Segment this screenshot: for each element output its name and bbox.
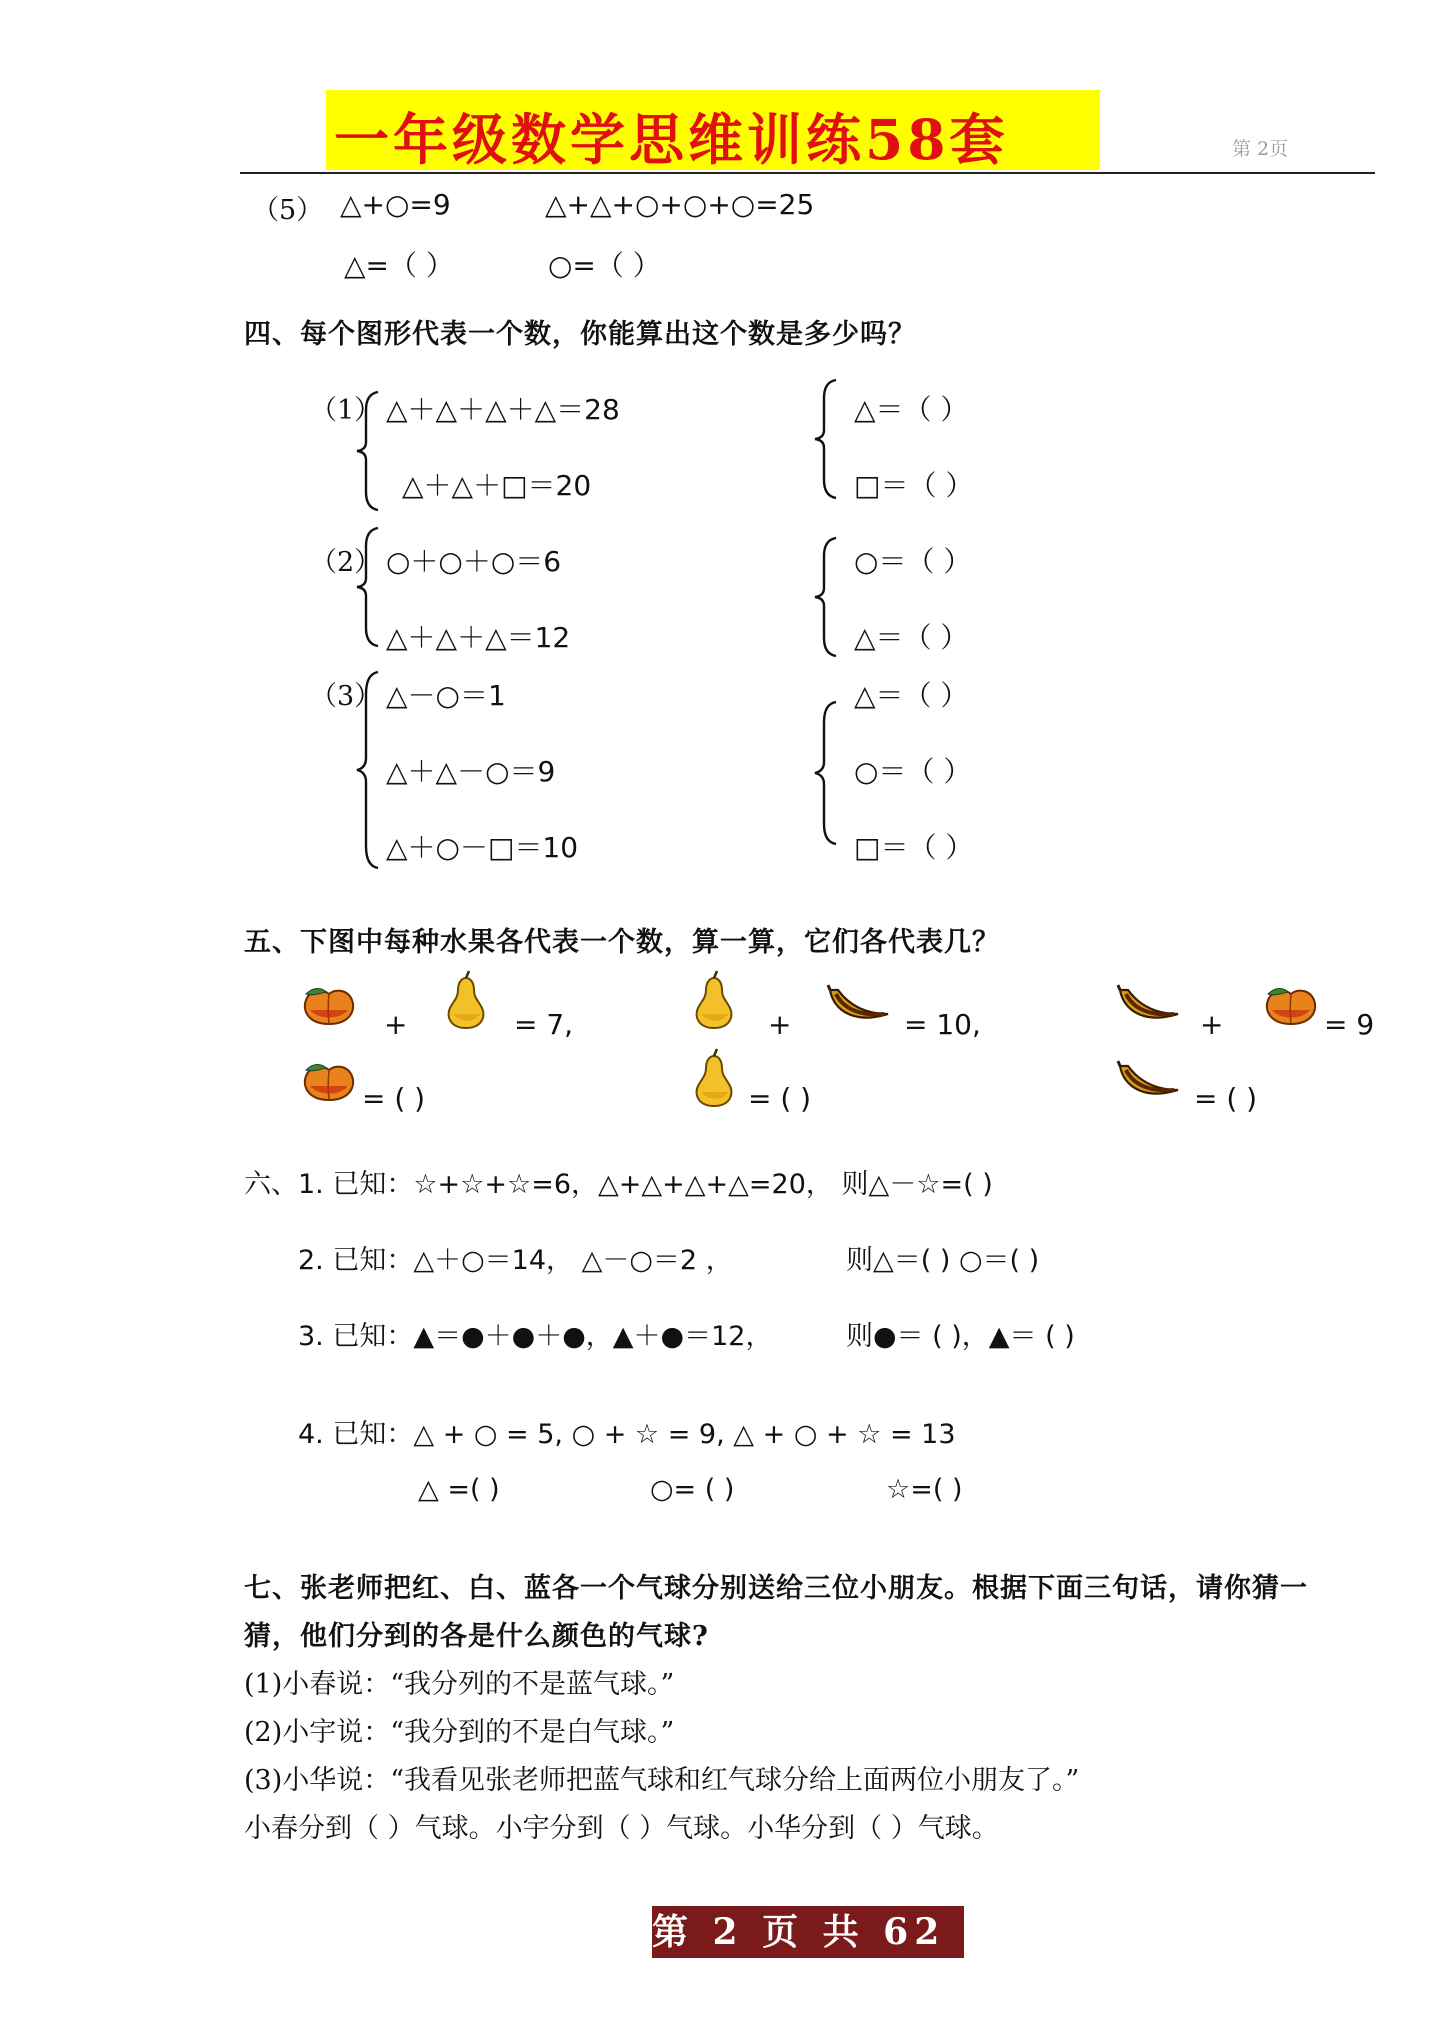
left-brace — [810, 378, 840, 500]
item-number: （2） — [310, 547, 382, 578]
equation-result: = 10, — [904, 1008, 981, 1041]
question-1: 六、1. 已知：☆+☆+☆=6，△+△+△+△=20， 则△－☆=( ) — [244, 1169, 993, 1200]
item-number: （1） — [310, 395, 382, 426]
left-brace — [810, 536, 840, 658]
page-label: 第 2页 — [1232, 138, 1289, 160]
peach-icon — [300, 980, 358, 1028]
section-heading: 五、下图中每种水果各代表一个数，算一算，它们各代表几？ — [244, 927, 1000, 958]
pear-icon — [444, 970, 488, 1030]
left-brace — [352, 526, 382, 648]
item-number: （3） — [310, 681, 382, 712]
peach-icon — [300, 1056, 358, 1104]
equation: △＋△＋△＝12 — [386, 621, 571, 654]
question-4-given: 4. 已知：△ + ○ = 5, ○ + ☆ = 9, △ + ○ + ☆ = 13 — [298, 1419, 956, 1450]
equation: △＋△＋□＝20 — [402, 469, 592, 502]
answer-blank: ☆=( ) — [886, 1474, 963, 1505]
answer-blank: □＝（ ） — [854, 469, 974, 502]
clue-2: (2)小宇说：“我分到的不是白气球。” — [244, 1717, 675, 1748]
answer-blank: △ =( ) — [418, 1474, 500, 1505]
equation-result: = 7, — [514, 1008, 574, 1041]
equation: △－○＝1 — [386, 679, 506, 712]
clue-3: (3)小华说：“我看见张老师把蓝气球和红气球分给上面两位小朋友了。” — [244, 1765, 1080, 1796]
equation: △+△+○+○+○=25 — [545, 188, 815, 221]
equation: ○＋○＋○＝6 — [386, 545, 562, 578]
answer-blank: △＝（ ） — [854, 393, 969, 426]
plus-sign: + — [384, 1008, 408, 1041]
plus-sign: + — [1200, 1008, 1224, 1041]
answer-blank: ○= ( ) — [650, 1474, 735, 1505]
banana-icon — [1116, 984, 1182, 1026]
left-brace — [810, 700, 840, 846]
section-heading-cont: 猜，他们分到的各是什么颜色的气球? — [244, 1621, 709, 1652]
page-title: 一年级数学思维训练58套 — [334, 107, 1009, 172]
pear-icon — [692, 1048, 736, 1108]
answer-blank: ○＝（ ） — [854, 755, 972, 788]
item-number: （5） — [252, 195, 324, 226]
equation: △＋△－○＝9 — [386, 755, 556, 788]
answer-blank: △＝（ ） — [854, 679, 969, 712]
answer-blank: ○＝（ ） — [854, 545, 972, 578]
equation: △＋△＋△＋△＝28 — [386, 393, 620, 426]
answer-blank: = ( ) — [362, 1082, 426, 1115]
banana-icon — [826, 984, 892, 1026]
answer-blank: △＝（ ） — [854, 621, 969, 654]
equation-result: = 9 — [1324, 1008, 1375, 1041]
section-heading: 七、张老师把红、白、蓝各一个气球分别送给三位小朋友。根据下面三句话，请你猜一 — [244, 1573, 1308, 1604]
answer-blank: □＝（ ） — [854, 831, 974, 864]
clue-1: (1)小春说：“我分列的不是蓝气球。” — [244, 1669, 675, 1700]
left-brace — [352, 390, 382, 512]
answer-blank: △=（ ） — [344, 249, 454, 282]
peach-icon — [1262, 980, 1320, 1028]
question-3-answer: 则●＝ ( )，▲＝ ( ) — [846, 1321, 1075, 1352]
equation: △＋○－□＝10 — [386, 831, 579, 864]
banana-icon — [1116, 1060, 1182, 1102]
left-brace — [352, 670, 382, 870]
equation: △+○=9 — [340, 188, 451, 221]
page-footer: 第 2 页 共 62 页 — [652, 1911, 1006, 1953]
question-2-given: 2. 已知：△＋○＝14， △－○＝2 ， — [298, 1245, 733, 1276]
answer-line: 小春分到（ ）气球。小宇分到（ ）气球。小华分到（ ）气球。 — [244, 1813, 999, 1844]
question-2-answer: 则△＝( ) ○＝( ) — [846, 1245, 1040, 1276]
plus-sign: + — [768, 1008, 792, 1041]
pear-icon — [692, 970, 736, 1030]
answer-blank: = ( ) — [748, 1082, 812, 1115]
header-rule — [240, 172, 1375, 174]
question-3-given: 3. 已知：▲＝●＋●＋●，▲＋●＝12， — [298, 1321, 773, 1352]
section-heading: 四、每个图形代表一个数，你能算出这个数是多少吗？ — [244, 319, 916, 350]
answer-blank: ○=（ ） — [548, 249, 661, 282]
answer-blank: = ( ) — [1194, 1082, 1258, 1115]
